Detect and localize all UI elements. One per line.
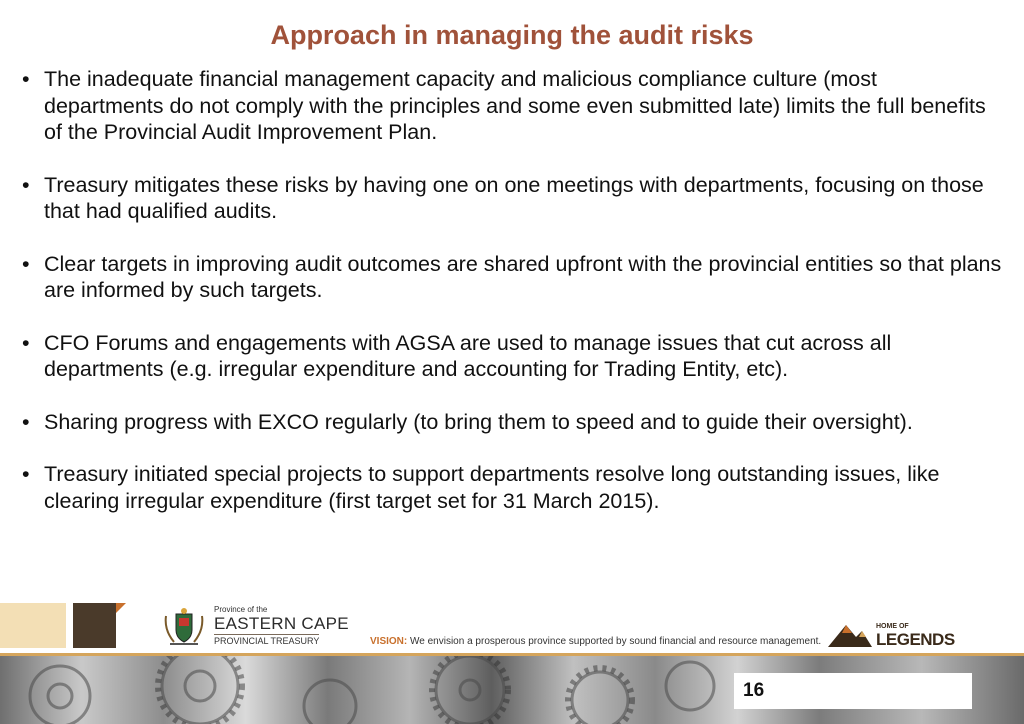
- province-label-small: Province of the: [214, 605, 268, 614]
- mountain-icon: [826, 619, 874, 649]
- page-number-box: [734, 673, 972, 709]
- bullet-marker: •: [22, 172, 30, 197]
- bullet-marker: •: [22, 251, 30, 276]
- bullet-marker: •: [22, 409, 30, 434]
- bullet-marker: •: [22, 330, 30, 355]
- orange-corner-decoration: [116, 603, 126, 613]
- home-of-legends-logo: [826, 619, 960, 649]
- vision-text: We envision a prosperous province supported by sound financial and resource management.: [410, 636, 822, 647]
- bullet-text: Clear targets in improving audit outcomes are shared upfront with the provincial entities so that plans are informed by such targets.: [44, 251, 1002, 302]
- legends-small-text: HOME OF: [876, 623, 909, 630]
- bullet-item-6: [22, 461, 1002, 514]
- bullet-text: Treasury mitigates these risks by having one on one meetings with departments, focusing on those that had qualified audits.: [44, 172, 984, 223]
- bullet-text: The inadequate financial management capacity and malicious compliance culture (most departments do not comply with the principles and some even submitted late) limits the full benefits of the Provincial Audit Improvement Plan.: [44, 67, 986, 144]
- bullet-item-1: [22, 66, 1002, 146]
- bullet-marker: •: [22, 67, 30, 91]
- bullet-item-3: [22, 251, 1002, 304]
- bullet-text: Treasury initiated special projects to support departments resolve long outstanding issues, like clearing irregular expenditure (first target set for 31 March 2015).: [44, 462, 940, 513]
- legends-big-text: LEGENDS: [876, 630, 955, 649]
- bullet-item-2: [22, 172, 1002, 225]
- bullet-marker: •: [22, 462, 30, 486]
- bullet-item-4: [22, 330, 1002, 383]
- page-number: 16: [743, 680, 765, 701]
- vision-statement: [370, 636, 821, 647]
- vision-label: VISION:: [370, 636, 408, 647]
- cream-square-decoration: [0, 603, 66, 648]
- bullet-list: [22, 66, 1002, 540]
- slide-footer: [0, 603, 1024, 724]
- province-name: EASTERN CAPE: [214, 614, 349, 633]
- slide-title: Approach in managing the audit risks: [270, 20, 754, 50]
- bullet-item-5: [22, 409, 1002, 436]
- bullet-text: Sharing progress with EXCO regularly (to bring them to speed and to guide their oversight).: [44, 409, 913, 434]
- dark-square-decoration: [73, 603, 116, 648]
- bullet-text: CFO Forums and engagements with AGSA are used to manage issues that cut across all departments (e.g. irregular expenditure and accounting for Trading Entity, etc).: [44, 330, 892, 381]
- coat-of-arms-icon: [160, 606, 208, 648]
- department-name: PROVINCIAL TREASURY: [214, 636, 320, 646]
